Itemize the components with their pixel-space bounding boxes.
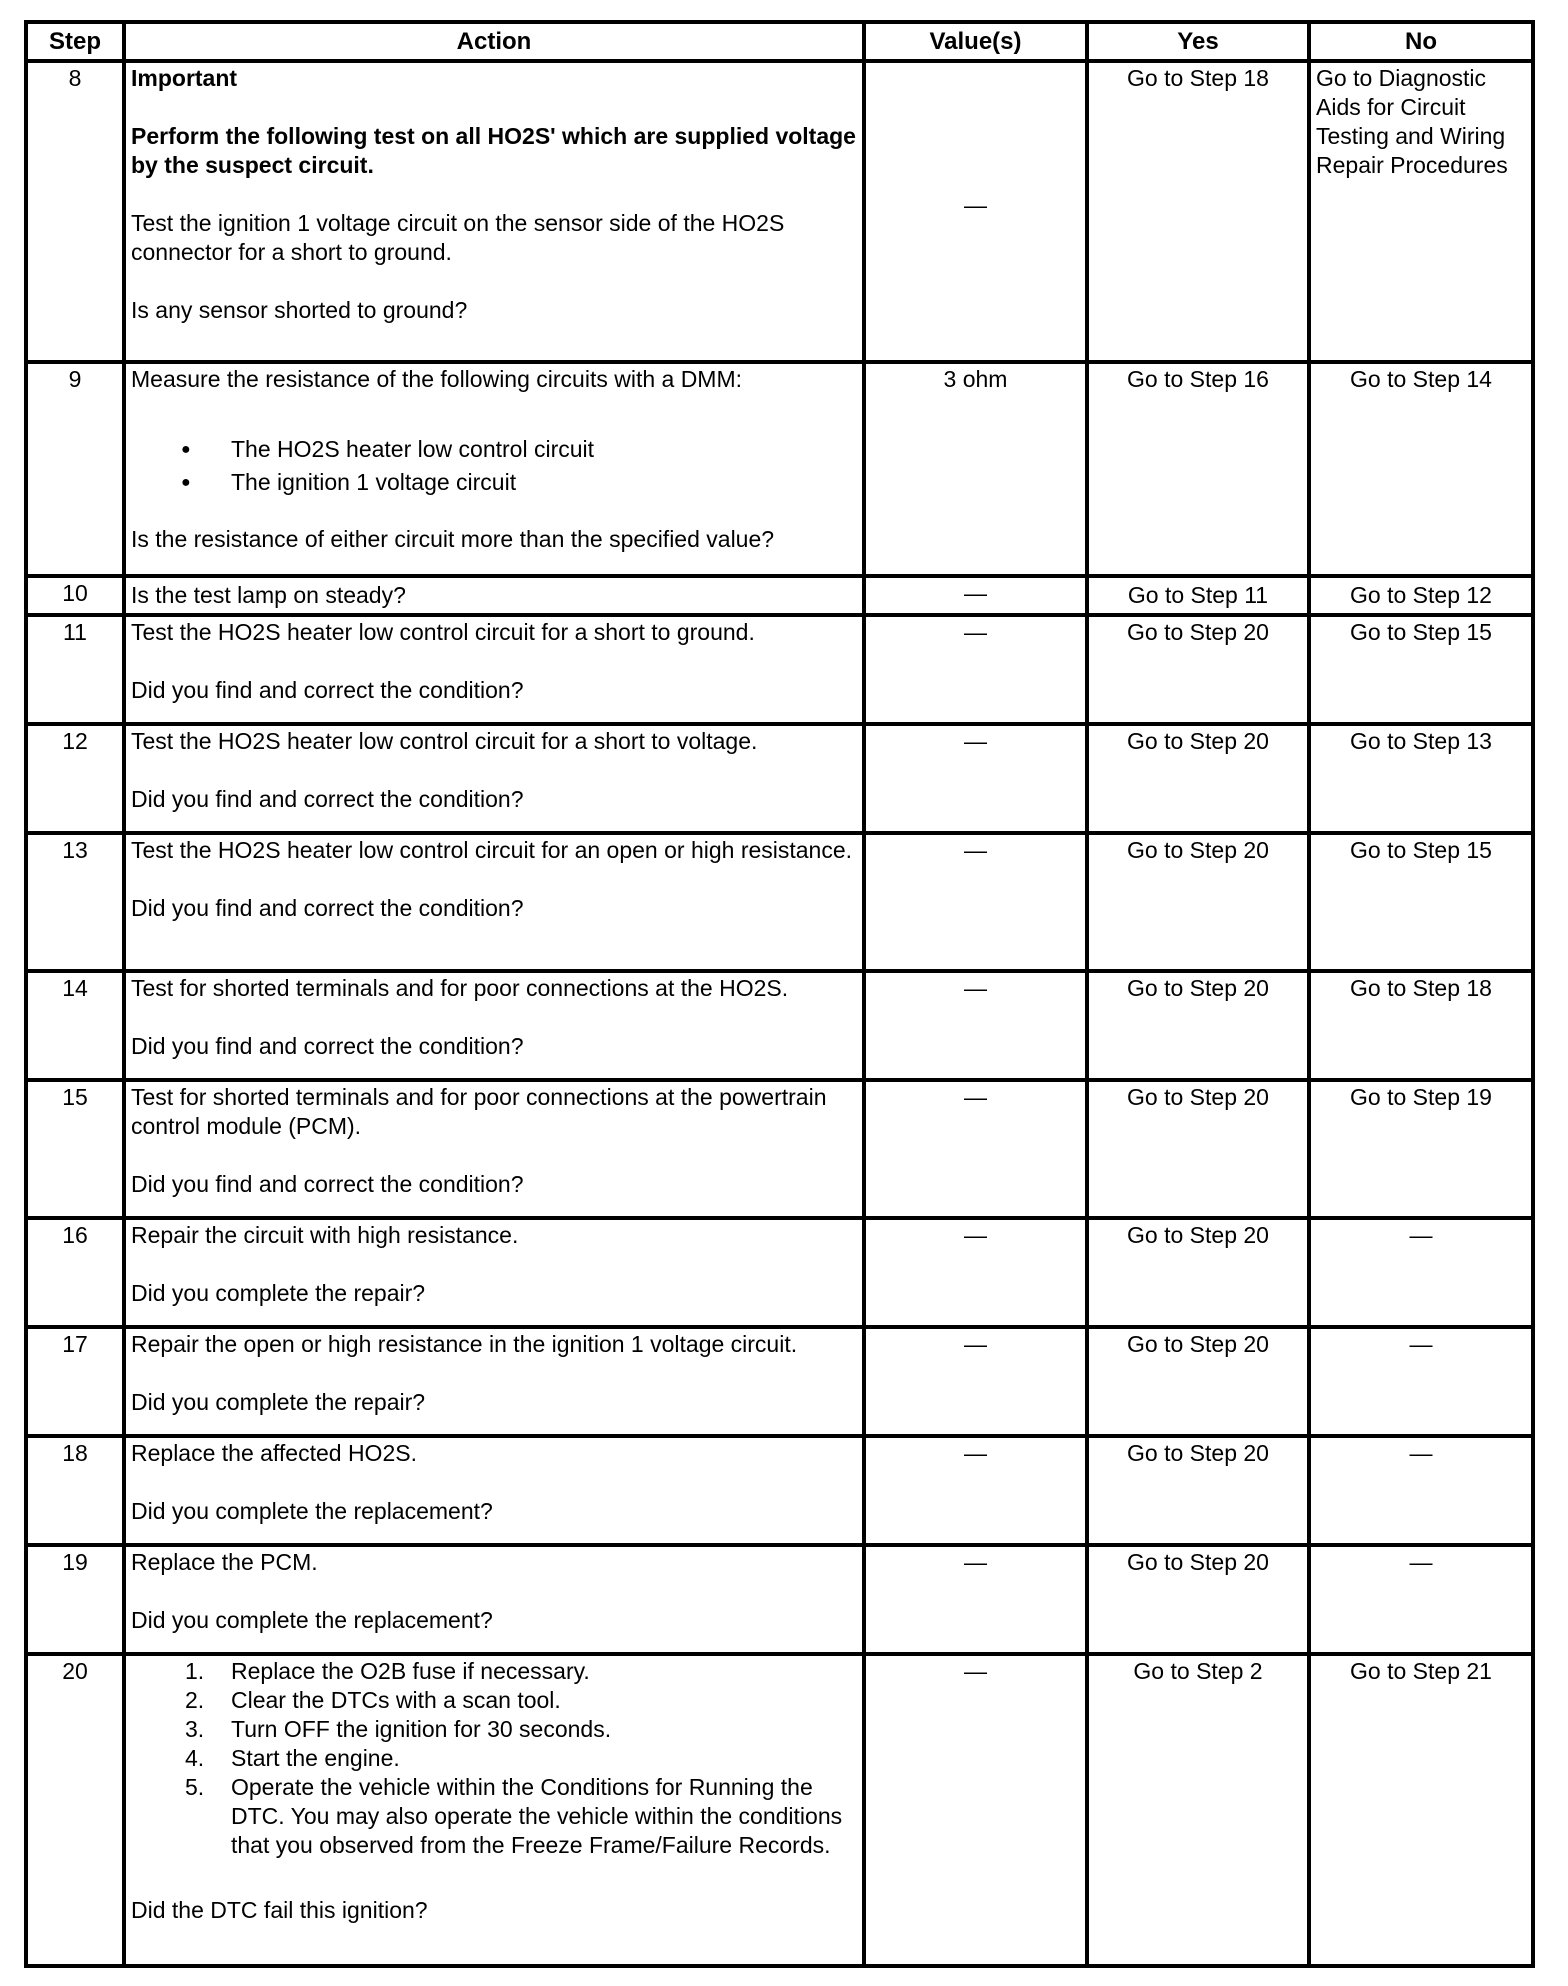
action-question: Is the resistance of either circuit more than the specified value? xyxy=(131,526,775,552)
list-text: Operate the vehicle within the Conditions for Running the DTC. You may also operate the vehicle within the conditions that you observed from the Freeze Frame/Failure Records. xyxy=(231,1774,843,1858)
yes-cell: Go to Step 20 xyxy=(1087,833,1309,971)
value-cell: — xyxy=(864,1080,1087,1218)
step-number: 14 xyxy=(26,971,124,1080)
table-row xyxy=(26,1545,1533,1654)
action-cell xyxy=(124,971,864,1080)
list-item xyxy=(131,1657,857,1686)
action-question: Did you find and correct the condition? xyxy=(131,1033,524,1059)
value-cell: — xyxy=(864,576,1087,615)
action-cell xyxy=(124,362,864,576)
value-cell: — xyxy=(864,1436,1087,1545)
action-question: Is the test lamp on steady? xyxy=(131,581,406,608)
header-no: No xyxy=(1309,22,1533,61)
action-text: Test for shorted terminals and for poor connections at the powertrain control module (PCM). xyxy=(131,1084,827,1139)
table-row xyxy=(26,576,1533,615)
list-number: 4. xyxy=(185,1745,205,1771)
step-number: 17 xyxy=(26,1327,124,1436)
action-text: Test the HO2S heater low control circuit for an open or high resistance. xyxy=(131,837,853,863)
table-row xyxy=(26,615,1533,724)
step-number: 8 xyxy=(26,61,124,362)
list-number: 5. xyxy=(185,1774,205,1800)
action-question: Did you complete the replacement? xyxy=(131,1498,493,1524)
no-cell: Go to Step 13 xyxy=(1309,724,1533,833)
step-number: 10 xyxy=(26,576,124,615)
no-cell: Go to Step 12 xyxy=(1309,576,1533,615)
action-text: Test the HO2S heater low control circuit for a short to voltage. xyxy=(131,728,758,754)
yes-cell: Go to Step 20 xyxy=(1087,1436,1309,1545)
table-row xyxy=(26,833,1533,971)
value-cell: — xyxy=(864,971,1087,1080)
table-row xyxy=(26,1436,1533,1545)
yes-cell: Go to Step 20 xyxy=(1087,615,1309,724)
step-number: 15 xyxy=(26,1080,124,1218)
action-cell xyxy=(124,1654,864,1966)
table-row xyxy=(26,971,1533,1080)
action-cell xyxy=(124,576,864,615)
action-question: Did you complete the replacement? xyxy=(131,1607,493,1633)
list-item xyxy=(131,1773,857,1860)
list-item: ● The HO2S heater low control circuit xyxy=(131,433,857,466)
yes-cell: Go to Step 20 xyxy=(1087,1327,1309,1436)
list-number: 1. xyxy=(185,1658,205,1684)
list-item xyxy=(131,1715,857,1744)
list-number: 2. xyxy=(185,1687,205,1713)
no-cell: Go to Step 19 xyxy=(1309,1080,1533,1218)
action-cell xyxy=(124,724,864,833)
action-question: Did the DTC fail this ignition? xyxy=(131,1897,428,1923)
value-cell: 3 ohm xyxy=(864,362,1087,576)
bullet-list xyxy=(131,433,857,499)
value-cell: — xyxy=(864,833,1087,971)
step-number: 13 xyxy=(26,833,124,971)
action-question: Did you complete the repair? xyxy=(131,1389,426,1415)
header-yes: Yes xyxy=(1087,22,1309,61)
header-row xyxy=(26,22,1533,61)
yes-cell: Go to Step 20 xyxy=(1087,1218,1309,1327)
action-question: Did you find and correct the condition? xyxy=(131,1171,524,1197)
yes-cell: Go to Step 16 xyxy=(1087,362,1309,576)
value-cell: — xyxy=(864,1545,1087,1654)
action-question: Did you find and correct the condition? xyxy=(131,677,524,703)
no-cell: Go to Step 15 xyxy=(1309,833,1533,971)
diagnostic-table xyxy=(24,20,1535,1968)
no-cell: Go to Step 18 xyxy=(1309,971,1533,1080)
value-cell: — xyxy=(864,61,1087,362)
action-question: Is any sensor shorted to ground? xyxy=(131,297,468,323)
value-cell: — xyxy=(864,1327,1087,1436)
header-step: Step xyxy=(26,22,124,61)
action-text: Test the ignition 1 voltage circuit on the sensor side of the HO2S connector for a short to ground. xyxy=(131,210,785,265)
table-row xyxy=(26,1080,1533,1218)
action-text: Test the HO2S heater low control circuit for a short to ground. xyxy=(131,619,755,645)
action-text: Repair the open or high resistance in the ignition 1 voltage circuit. xyxy=(131,1331,798,1357)
no-cell: — xyxy=(1309,1218,1533,1327)
list-text: Start the engine. xyxy=(231,1745,400,1771)
table-row xyxy=(26,61,1533,362)
no-cell: Go to Step 15 xyxy=(1309,615,1533,724)
no-cell: Go to Step 21 xyxy=(1309,1654,1533,1966)
important-text: Perform the following test on all HO2S' which are supplied voltage by the suspect circuit. xyxy=(131,123,856,178)
action-cell xyxy=(124,833,864,971)
numbered-list xyxy=(131,1657,857,1860)
action-question: Did you find and correct the condition? xyxy=(131,895,524,921)
action-cell xyxy=(124,1545,864,1654)
value-cell: — xyxy=(864,1218,1087,1327)
list-text: Clear the DTCs with a scan tool. xyxy=(231,1687,561,1713)
action-cell xyxy=(124,1080,864,1218)
no-cell: — xyxy=(1309,1545,1533,1654)
table-row xyxy=(26,1327,1533,1436)
yes-cell: Go to Step 20 xyxy=(1087,1545,1309,1654)
yes-cell: Go to Step 20 xyxy=(1087,971,1309,1080)
step-number: 18 xyxy=(26,1436,124,1545)
no-cell: — xyxy=(1309,1327,1533,1436)
table-row xyxy=(26,1654,1533,1966)
yes-cell: Go to Step 2 xyxy=(1087,1654,1309,1966)
yes-cell: Go to Step 11 xyxy=(1087,576,1309,615)
list-item xyxy=(131,1744,857,1773)
no-cell: Go to Diagnostic Aids for Circuit Testing and Wiring Repair Procedures xyxy=(1309,61,1533,362)
action-cell xyxy=(124,1327,864,1436)
list-text: Turn OFF the ignition for 30 seconds. xyxy=(231,1716,612,1742)
yes-cell: Go to Step 20 xyxy=(1087,724,1309,833)
list-number: 3. xyxy=(185,1716,205,1742)
important-label: Important xyxy=(131,65,238,91)
value-cell: — xyxy=(864,615,1087,724)
list-text: Replace the O2B fuse if necessary. xyxy=(231,1658,590,1684)
step-number: 11 xyxy=(26,615,124,724)
list-item xyxy=(131,1686,857,1715)
table-row xyxy=(26,1218,1533,1327)
action-text: Replace the affected HO2S. xyxy=(131,1440,417,1466)
step-number: 16 xyxy=(26,1218,124,1327)
list-item: ● The ignition 1 voltage circuit xyxy=(131,466,857,499)
step-number: 19 xyxy=(26,1545,124,1654)
action-question: Did you find and correct the condition? xyxy=(131,786,524,812)
table-row xyxy=(26,724,1533,833)
header-values: Value(s) xyxy=(864,22,1087,61)
value-cell: — xyxy=(864,1654,1087,1966)
action-question: Did you complete the repair? xyxy=(131,1280,426,1306)
value-cell: — xyxy=(864,724,1087,833)
header-action: Action xyxy=(124,22,864,61)
step-number: 20 xyxy=(26,1654,124,1966)
yes-cell: Go to Step 18 xyxy=(1087,61,1309,362)
action-text: Test for shorted terminals and for poor connections at the HO2S. xyxy=(131,975,789,1001)
no-cell: — xyxy=(1309,1436,1533,1545)
action-text: Measure the resistance of the following circuits with a DMM: xyxy=(131,366,743,392)
step-number: 12 xyxy=(26,724,124,833)
table-row xyxy=(26,362,1533,576)
action-text: Repair the circuit with high resistance. xyxy=(131,1222,519,1248)
action-cell xyxy=(124,1218,864,1327)
no-cell: Go to Step 14 xyxy=(1309,362,1533,576)
action-cell xyxy=(124,61,864,362)
step-number: 9 xyxy=(26,362,124,576)
action-text: Replace the PCM. xyxy=(131,1549,318,1575)
action-cell xyxy=(124,1436,864,1545)
action-cell xyxy=(124,615,864,724)
yes-cell: Go to Step 20 xyxy=(1087,1080,1309,1218)
